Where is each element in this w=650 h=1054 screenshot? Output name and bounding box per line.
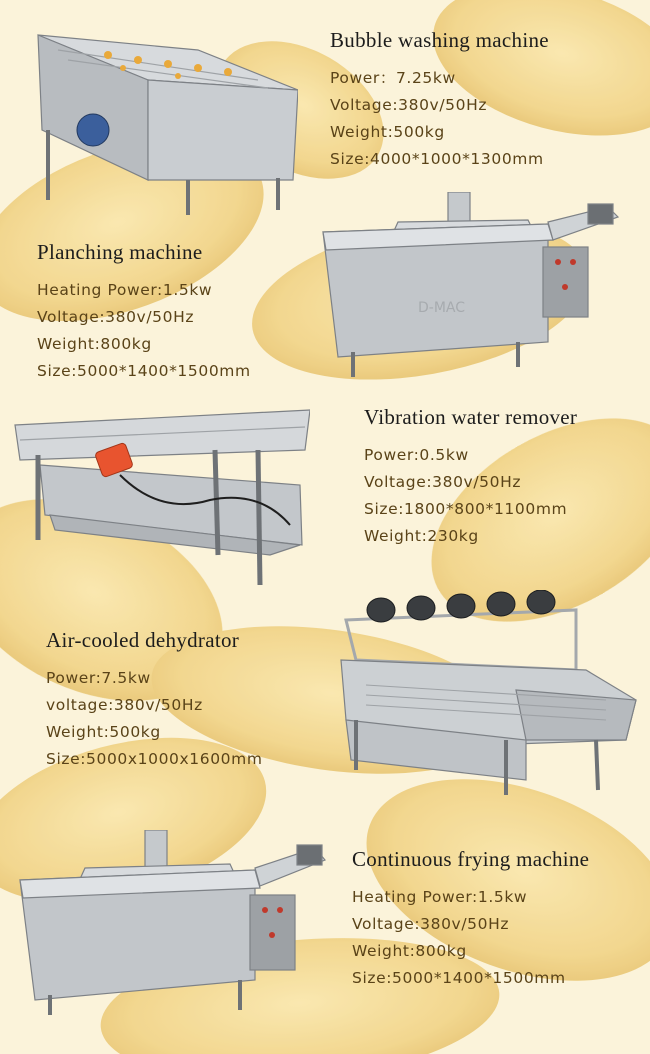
- continuous-frying-machine-image: [15, 830, 335, 1020]
- spec-size: Size:1800*800*1100mm: [364, 500, 568, 518]
- machine-title: Vibration water remover: [364, 405, 578, 429]
- vibration-section: [364, 405, 577, 550]
- spec-power: Power:0.5kw: [364, 446, 469, 464]
- spec-voltage: Voltage:380v/50Hz: [37, 308, 195, 326]
- vibration-water-remover-image: [10, 405, 310, 590]
- machine-title: Bubble washing machine: [330, 28, 549, 52]
- spec-weight: Weight:500kg: [46, 723, 161, 741]
- spec-size: Size:5000*1400*1500mm: [352, 969, 566, 987]
- spec-voltage: Voltage:380v/50Hz: [364, 473, 522, 491]
- spec-weight: Weight:800kg: [37, 335, 152, 353]
- spec-power: Power：7.25kw: [330, 69, 456, 87]
- spec-power: Power:7.5kw: [46, 669, 151, 687]
- spec-voltage: Voltage:380v/50Hz: [352, 915, 510, 933]
- bubble-washing-machine-image: [28, 10, 298, 225]
- bubble-washing-section: [330, 28, 549, 173]
- spec-heating-power: Heating Power:1.5kw: [352, 888, 528, 906]
- spec-weight: Weight:800kg: [352, 942, 467, 960]
- machine-title: Continuous frying machine: [352, 847, 590, 871]
- spec-weight: Weight:500kg: [330, 123, 445, 141]
- spec-size: Size:5000x1000x1600mm: [46, 750, 263, 768]
- planching-machine-image: [318, 192, 628, 382]
- spec-voltage: Voltage:380v/50Hz: [330, 96, 488, 114]
- spec-voltage: voltage:380v/50Hz: [46, 696, 203, 714]
- watermark-text: D-MAC: [418, 300, 466, 316]
- machine-title: Planching machine: [37, 240, 203, 264]
- continuous-frying-section: [352, 847, 589, 992]
- spec-weight: Weight:230kg: [364, 527, 479, 545]
- spec-heating-power: Heating Power:1.5kw: [37, 281, 213, 299]
- planching-section: [37, 240, 251, 385]
- spec-size: Size:5000*1400*1500mm: [37, 362, 251, 380]
- air-cooled-dehydrator-image: [336, 590, 641, 800]
- spec-size: Size:4000*1000*1300mm: [330, 150, 544, 168]
- air-cooled-section: [46, 628, 263, 773]
- machine-title: Air-cooled dehydrator: [46, 628, 240, 652]
